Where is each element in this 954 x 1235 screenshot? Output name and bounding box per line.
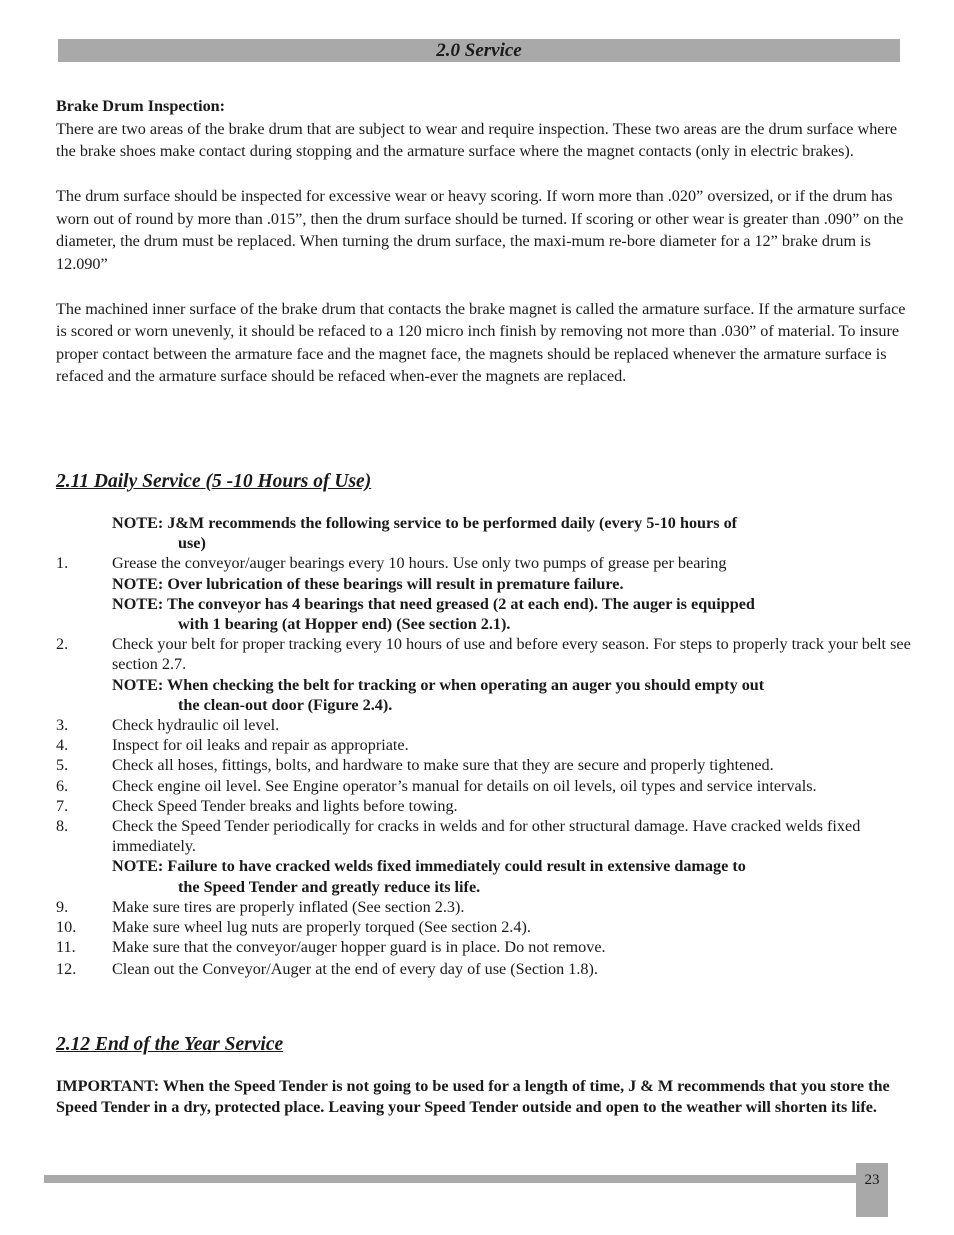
- footer-bar: [44, 1175, 856, 1183]
- note-lubrication: NOTE: Over lubrication of these bearings will result in premature failure.: [112, 574, 624, 593]
- brake-drum-paragraph-2: The drum surface should be inspected for excessive wear or heavy scoring. If worn more than .020” oversized, or if the drum has worn out of round by more than .015”, then the drum surface should be turned. If scoring or other wear is greater than .090” on the diameter, the drum must be replaced. When turning the drum surface, the maxi-mum re-bore diameter for a 12” brake drum is 12.090”: [56, 187, 904, 273]
- note-daily: NOTE: J&M recommends the following service to be performed daily (every 5-10 hours of use): [112, 514, 738, 553]
- list-item: 1. Grease the conveyor/auger bearings every 10 hours. Use only two pumps of grease per bearing: [56, 554, 727, 573]
- page-number-box: [856, 1163, 888, 1217]
- brake-drum-heading: Brake Drum Inspection:: [56, 97, 226, 115]
- list-item: 11. Make sure that the conveyor/auger hopper guard is in place. Do not remove.: [56, 938, 606, 957]
- list-item: 8. Check the Speed Tender periodically for cracks in welds and for other structural damage. Have cracked welds fixed immediately.: [56, 817, 861, 856]
- section-header-title: 2.0 Service: [436, 40, 522, 61]
- list-item: 7. Check Speed Tender breaks and lights before towing.: [56, 796, 458, 815]
- daily-service-list: [56, 513, 914, 980]
- note-bearings: NOTE: The conveyor has 4 bearings that need greased (2 at each end). The auger is equipped with 1 bearing (at Hopper end) (See section 2.1).: [112, 594, 755, 634]
- list-item: 10. Make sure wheel lug nuts are properly torqued (See section 2.4).: [56, 918, 531, 937]
- end-of-year-important: IMPORTANT: When the Speed Tender is not going to be used for a length of time, J & M recommends that you store the Speed Tender in a dry, protected place. Leaving your Speed Tender outside and open to the weather will shorten its life.: [56, 1077, 890, 1116]
- list-item: 6. Check engine oil level. See Engine operator’s manual for details on oil levels, oil types and service intervals.: [56, 776, 817, 795]
- note-belt-tracking: NOTE: When checking the belt for tracking or when operating an auger you should empty out the clean-out door (Figure 2.4).: [112, 675, 765, 714]
- note-cracked-welds: NOTE: Failure to have cracked welds fixed immediately could result in extensive damage to the Speed Tender and greatly reduce its life.: [112, 857, 746, 896]
- brake-drum-paragraph-3: The machined inner surface of the brake drum that contacts the brake magnet is called the armature surface. If the armature surface is scored or worn unevenly, it should be refaced to a 120 micro inch finish by removing not more than .030” of material. To insure proper contact between the armature face and the magnet face, the magnets should be replaced whenever the armature surface is refaced and the armature surface should be refaced when-ever the magnets are replaced.: [56, 299, 906, 385]
- end-of-year-title: 2.12 End of the Year Service: [56, 1034, 284, 1055]
- list-item: 5. Check all hoses, fittings, bolts, and hardware to make sure that they are secure and properly tightened.: [56, 756, 774, 775]
- list-item: 12. Clean out the Conveyor/Auger at the end of every day of use (Section 1.8).: [56, 960, 598, 979]
- brake-drum-paragraph-1: There are two areas of the brake drum that are subject to wear and require inspection. These two areas are the drum surface where the brake shoes make contact during stopping and the armature surface where the magnet contacts (only in electric brakes).: [56, 119, 898, 160]
- list-item: 9. Make sure tires are properly inflated (See section 2.3).: [56, 897, 465, 916]
- page-header-bar: [58, 39, 900, 62]
- page-number: 23: [864, 1172, 880, 1188]
- list-item: 3. Check hydraulic oil level.: [56, 716, 280, 735]
- brake-drum-section: [56, 95, 914, 388]
- list-item: 2. Check your belt for proper tracking every 10 hours of use and before every season. For steps to properly track your belt see section 2.7.: [56, 635, 911, 674]
- list-item: 4. Inspect for oil leaks and repair as appropriate.: [56, 736, 409, 755]
- daily-service-title: 2.11 Daily Service (5 -10 Hours of Use): [56, 471, 372, 492]
